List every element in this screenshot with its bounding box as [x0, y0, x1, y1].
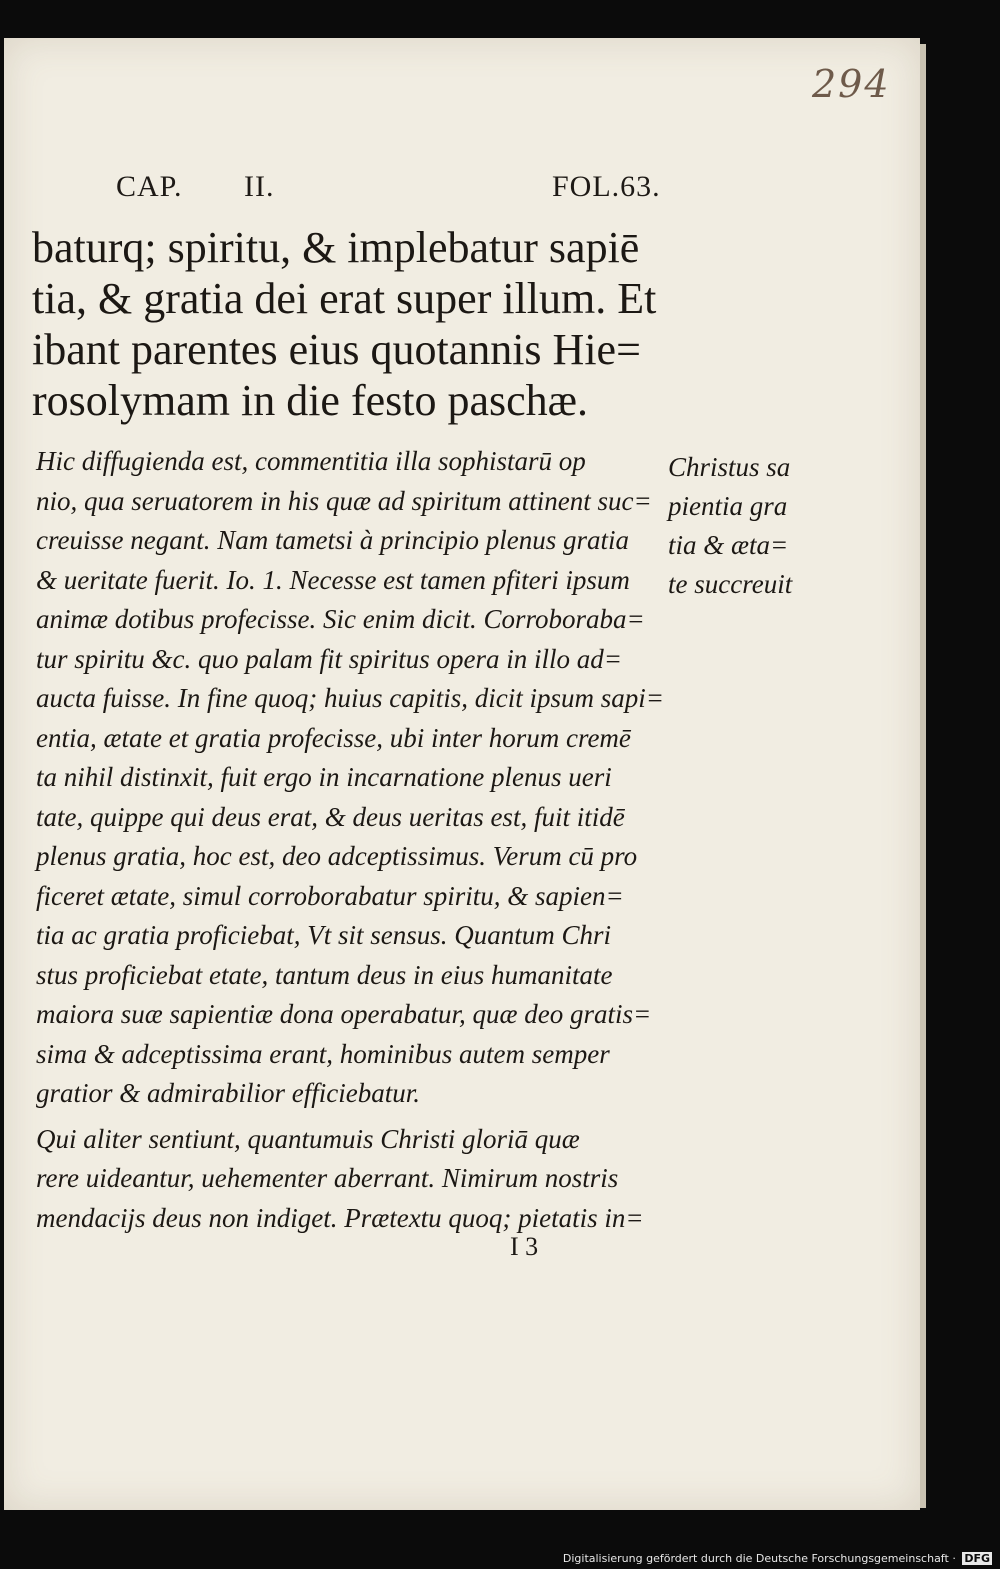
commentary-line: tia ac gratia proficiebat, Vt sit sensus. Quantum Chri: [36, 920, 612, 950]
signature-mark: I 3: [510, 1232, 539, 1261]
margin-note-line: Christus sa: [668, 452, 791, 482]
handwritten-folio-number: 294: [812, 62, 891, 106]
commentary-line: plenus gratia, hoc est, deo adceptissimus. Verum cū pro: [36, 841, 638, 871]
commentary-line: tate, quippe qui deus erat, & deus ueritas est, fuit itidē: [36, 801, 625, 832]
scripture-line: rosolymam in die festo paschæ.: [32, 376, 589, 425]
digitization-credit-text: Digitalisierung gefördert durch die Deutsche Forschungsgemeinschaft: [562, 1552, 949, 1565]
commentary-line: ficeret ætate, simul corroborabatur spiritu, & sapien=: [36, 880, 624, 911]
commentary-line: rere uideantur, uehementer aberrant. Nimirum nostris: [36, 1163, 619, 1193]
commentary-line: ta nihil distinxit, fuit ergo in incarnatione plenus ueri: [36, 762, 612, 792]
dfg-logo: DFG: [964, 1552, 990, 1565]
margin-note: [668, 448, 838, 604]
running-head-chapter: CAP.: [116, 170, 183, 203]
digitization-credit: Digitalisierung gefördert durch die Deutsche Forschungsgemeinschaft · DFG: [562, 1552, 990, 1565]
commentary-line: gratior & admirabilior efficiebatur.: [36, 1078, 421, 1108]
commentary-line: aucta fuisse. In fine quoq; huius capitis, dicit ipsum sapi=: [36, 683, 664, 713]
margin-note-line: pientia gra: [668, 491, 788, 521]
commentary-line: mendacijs deus non indiget. Prætextu quoq; pietatis in=: [36, 1202, 644, 1233]
margin-note-line: te succreuit: [668, 569, 793, 599]
scripture-text: [32, 222, 672, 426]
page-edge: [920, 44, 926, 1508]
running-head-chapter-number: II.: [244, 170, 275, 203]
commentary-line: entia, ætate et gratia profecisse, ubi inter horum cremē: [36, 722, 631, 753]
margin-note-line: tia & æta=: [668, 530, 789, 560]
scripture-line: baturq; spiritu, & implebatur sapiē: [32, 223, 640, 272]
commentary-line: maiora suæ sapientiæ dona operabatur, quæ deo gratis=: [36, 999, 652, 1029]
scripture-line: ibant parentes eius quotannis Hie=: [32, 325, 641, 374]
commentary-line: stus proficiebat etate, tantum deus in eius humanitate: [36, 959, 613, 990]
commentary-line: creuisse negant. Nam tametsi à principio plenus gratia: [36, 525, 629, 555]
commentary-line: & ueritate fuerit. Io. 1. Necesse est tamen pfiteri ipsum: [36, 564, 630, 595]
running-head-folio: FOL.63.: [552, 170, 661, 203]
commentary-line: nio, qua seruatorem in his quæ ad spiritum attinent suc=: [36, 485, 652, 516]
commentary-text: [36, 442, 676, 1238]
commentary-line: tur spiritu &c. quo palam fit spiritus opera in illo ad=: [36, 643, 623, 674]
commentary-line: animæ dotibus profecisse. Sic enim dicit. Corroboraba=: [36, 604, 645, 634]
commentary-line: Hic diffugienda est, commentitia illa sophistarū op: [36, 446, 586, 476]
commentary-line: Qui aliter sentiunt, quantumuis Christi gloriā quæ: [36, 1123, 580, 1154]
scripture-line: tia, & gratia dei erat super illum. Et: [32, 274, 657, 323]
commentary-line: sima & adceptissima erant, hominibus autem semper: [36, 1038, 610, 1069]
